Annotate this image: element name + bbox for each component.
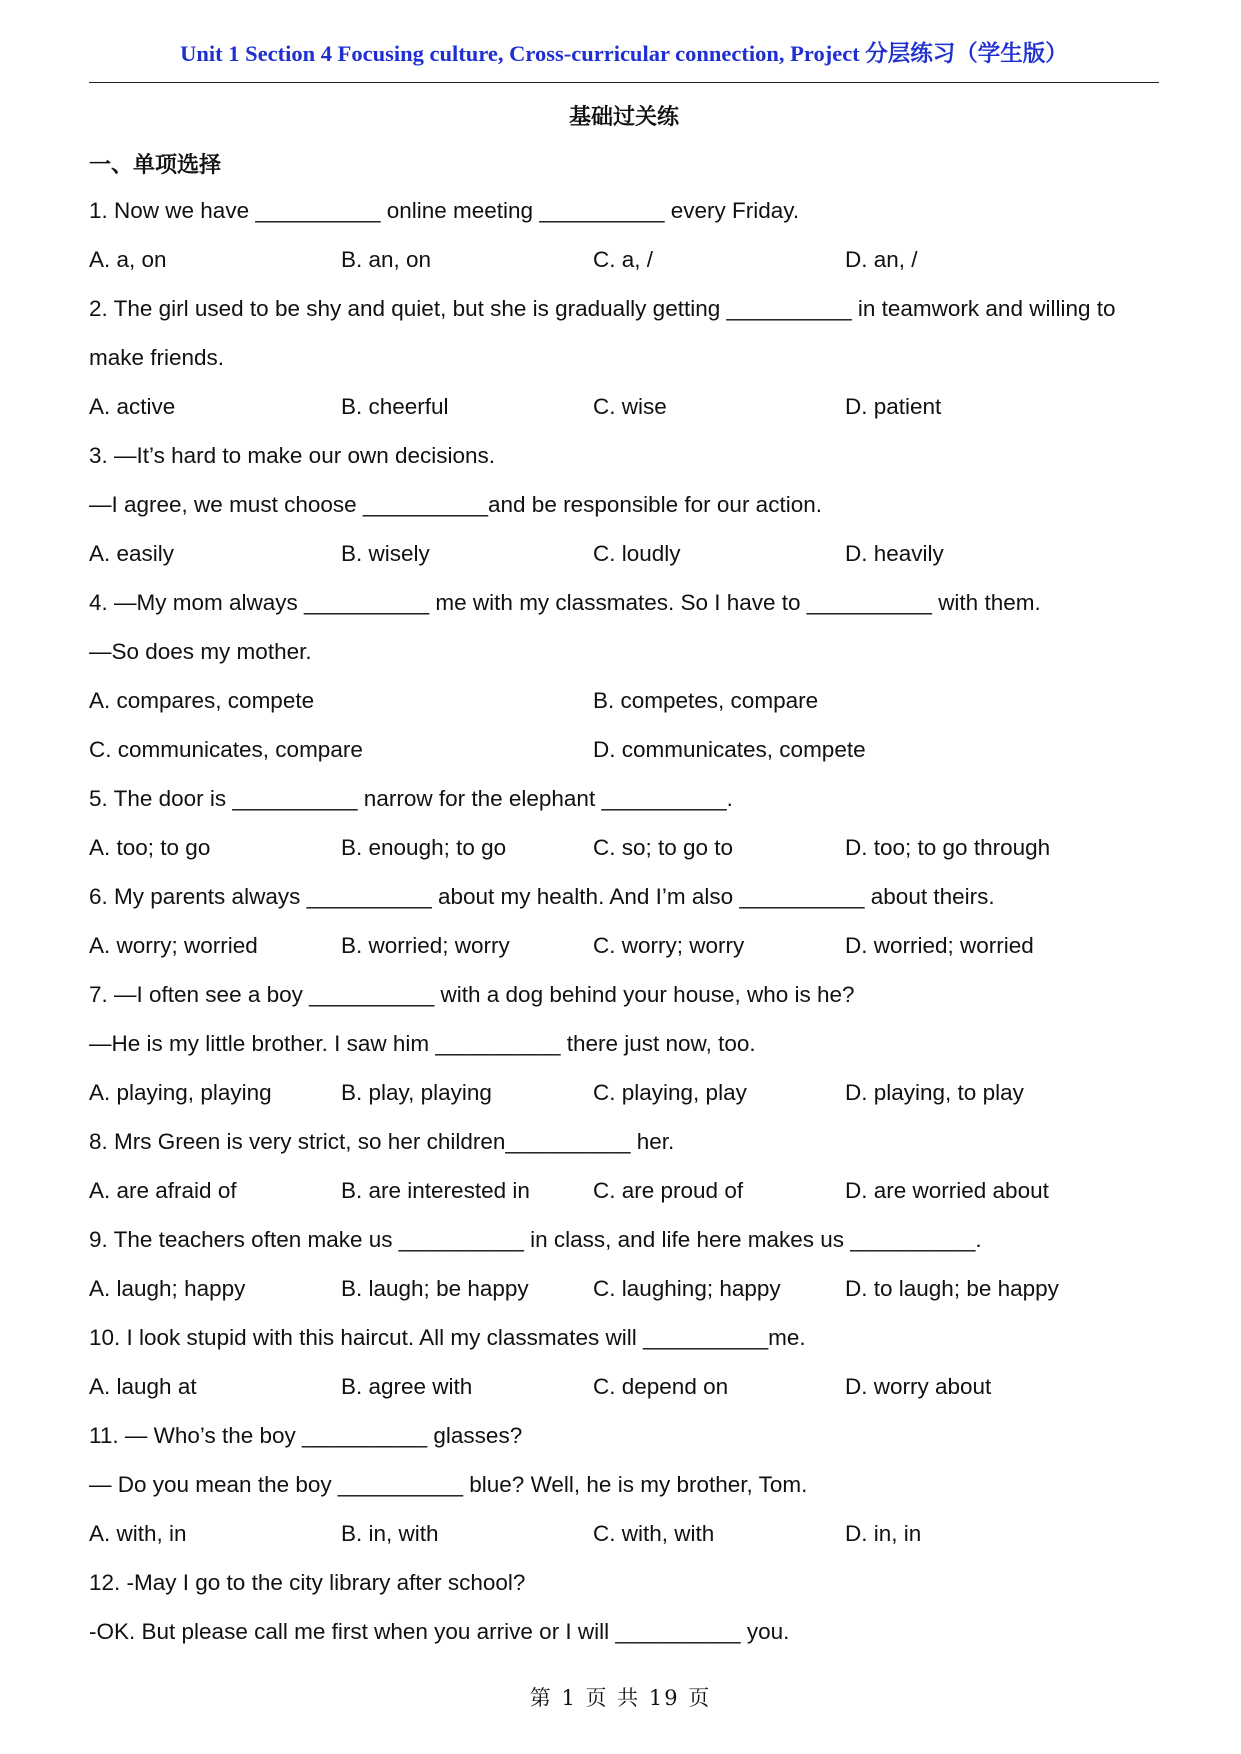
answer-option: B. competes, compare	[593, 688, 819, 713]
answer-option: D. worry about	[845, 1374, 992, 1399]
answer-options-row	[89, 1268, 1164, 1317]
answer-option: B. are interested in	[341, 1178, 530, 1203]
answer-option: B. wisely	[341, 541, 430, 566]
answer-options-row	[89, 729, 1164, 778]
answer-option: B. worried; worry	[341, 933, 510, 958]
question-line: —He is my little brother. I saw him __________ there just now, too.	[89, 1031, 756, 1056]
answer-option: B. laugh; be happy	[341, 1276, 529, 1301]
answer-option: C. with, with	[593, 1521, 715, 1546]
answer-option: D. playing, to play	[845, 1080, 1024, 1105]
answer-option: D. are worried about	[845, 1178, 1049, 1203]
section-title: 基础过关练	[568, 105, 679, 130]
question-line: 9. The teachers often make us __________ in class, and life here makes us __________.	[89, 1227, 982, 1252]
question-line: 8. Mrs Green is very strict, so her children__________ her.	[89, 1129, 675, 1154]
answer-options-row	[89, 1072, 1164, 1121]
answer-option: C. loudly	[593, 541, 681, 566]
question-line: 5. The door is __________ narrow for the elephant __________.	[89, 786, 733, 811]
answer-option: D. patient	[845, 394, 942, 419]
part-title: 一、单项选择	[89, 153, 222, 178]
question-line: 2. The girl used to be shy and quiet, but she is gradually getting __________ in teamwork and willing to	[89, 296, 1116, 321]
question-line: 1. Now we have __________ online meeting __________ every Friday.	[89, 198, 800, 223]
answer-option: B. cheerful	[341, 394, 449, 419]
answer-options-row	[89, 386, 1164, 435]
answer-option: D. an, /	[845, 247, 918, 272]
page-number-footer: 第 1 页 共 19 页	[529, 1686, 712, 1710]
answer-option: B. agree with	[341, 1374, 473, 1399]
question-line: 4. —My mom always __________ me with my classmates. So I have to __________ with them.	[89, 590, 1041, 615]
answer-option: D. communicates, compete	[593, 737, 866, 762]
answer-option: A. are afraid of	[89, 1178, 237, 1203]
answer-options-row	[89, 827, 1164, 876]
answer-option: A. laugh; happy	[89, 1276, 246, 1301]
answer-option: D. heavily	[845, 541, 944, 566]
question-line: — Do you mean the boy __________ blue? Well, he is my brother, Tom.	[89, 1472, 808, 1497]
answer-options-row	[89, 925, 1164, 974]
answer-option: A. with, in	[89, 1521, 187, 1546]
answer-option: C. a, /	[593, 247, 654, 272]
answer-options-row	[89, 680, 1164, 729]
answer-option: A. active	[89, 394, 176, 419]
answer-option: B. in, with	[341, 1521, 439, 1546]
answer-option: A. playing, playing	[89, 1080, 272, 1105]
answer-options-row	[89, 1170, 1164, 1219]
answer-option: D. worried; worried	[845, 933, 1034, 958]
answer-options-row	[89, 239, 1164, 288]
answer-option: B. play, playing	[341, 1080, 492, 1105]
answer-option: A. a, on	[89, 247, 167, 272]
question-line: make friends.	[89, 345, 225, 370]
answer-option: C. so; to go to	[593, 835, 734, 860]
answer-option: A. easily	[89, 541, 175, 566]
answer-options-row	[89, 1513, 1164, 1562]
answer-option: C. wise	[593, 394, 667, 419]
answer-options-row	[89, 533, 1164, 582]
question-line: -OK. But please call me first when you arrive or I will __________ you.	[89, 1619, 790, 1644]
answer-option: C. worry; worry	[593, 933, 745, 958]
document-header-title: Unit 1 Section 4 Focusing culture, Cross-curricular connection, Project 分层练习（学生版）	[180, 41, 1068, 66]
answer-option: D. in, in	[845, 1521, 922, 1546]
answer-option: C. laughing; happy	[593, 1276, 781, 1301]
answer-options-row	[89, 1366, 1164, 1415]
question-line: 3. —It’s hard to make our own decisions.	[89, 443, 496, 468]
answer-option: C. playing, play	[593, 1080, 747, 1105]
question-line: 7. —I often see a boy __________ with a dog behind your house, who is he?	[89, 982, 855, 1007]
answer-option: A. laugh at	[89, 1374, 197, 1399]
question-line: —So does my mother.	[89, 639, 312, 664]
header-divider	[89, 82, 1159, 83]
question-line: —I agree, we must choose __________and be responsible for our action.	[89, 492, 822, 517]
question-line: 6. My parents always __________ about my health. And I’m also __________ about theirs.	[89, 884, 995, 909]
answer-option: A. compares, compete	[89, 688, 315, 713]
answer-option: B. an, on	[341, 247, 432, 272]
question-line: 10. I look stupid with this haircut. All my classmates will __________me.	[89, 1325, 806, 1350]
question-line: 11. — Who’s the boy __________ glasses?	[89, 1423, 523, 1448]
answer-option: C. are proud of	[593, 1178, 744, 1203]
answer-option: D. too; to go through	[845, 835, 1051, 860]
question-list	[89, 190, 1164, 1660]
answer-option: A. worry; worried	[89, 933, 258, 958]
answer-option: B. enough; to go	[341, 835, 507, 860]
answer-option: A. too; to go	[89, 835, 211, 860]
question-line: 12. -May I go to the city library after school?	[89, 1570, 526, 1595]
answer-option: C. communicates, compare	[89, 737, 363, 762]
answer-option: C. depend on	[593, 1374, 729, 1399]
answer-option: D. to laugh; be happy	[845, 1276, 1059, 1301]
